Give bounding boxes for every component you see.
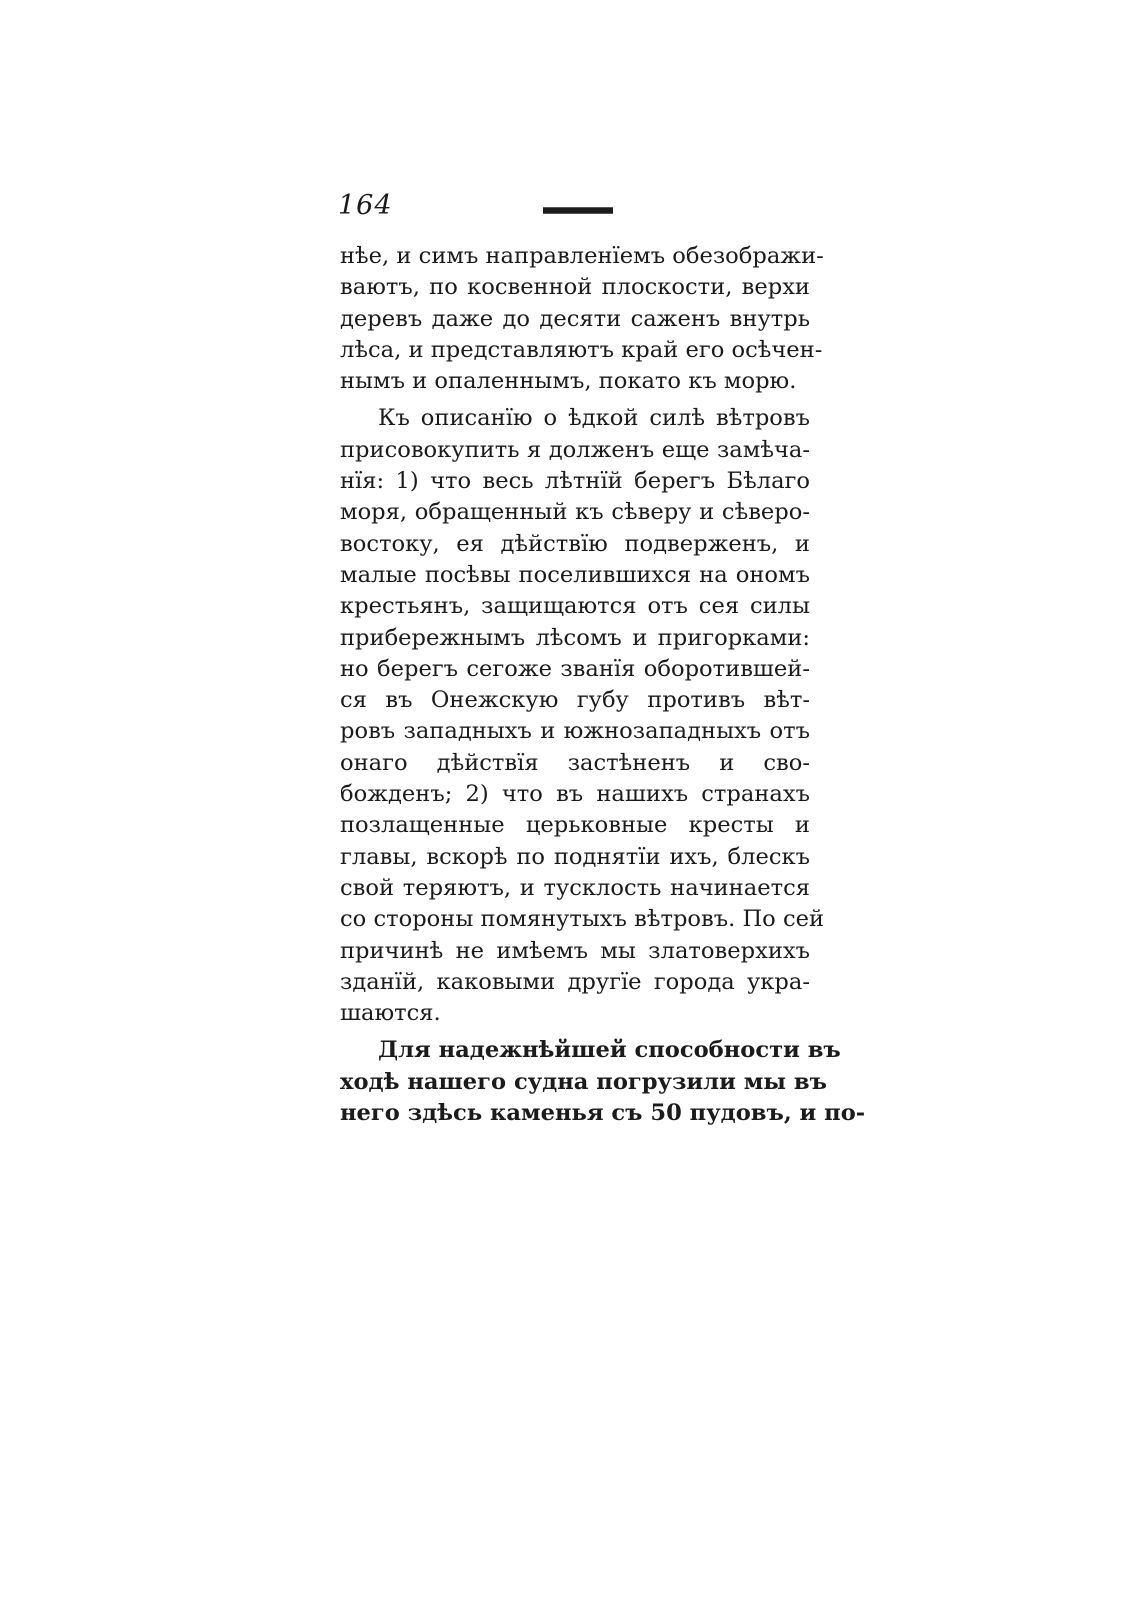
text-line: главы, вскорѣ по поднятїи ихъ, блескъ — [340, 843, 810, 870]
text-line: него здѣсь каменья съ 50 пудовъ, и по- — [340, 1100, 866, 1127]
text-line: востоку, ея дѣйствїю подверженъ, и — [340, 530, 810, 557]
text-line: малые посѣвы поселившихся на ономъ — [340, 561, 810, 588]
text-line: ходѣ нашего судна погрузили мы въ — [340, 1068, 827, 1095]
text-line: божденъ; 2) что въ нашихъ странахъ — [340, 781, 810, 808]
text-line: крестьянъ, защищаются отъ сея силы — [340, 593, 810, 620]
text-line: моря, обращенный къ сѣверу и сѣверо- — [340, 499, 810, 526]
text-line: онаго дѣйствїя застѣненъ и сво- — [340, 749, 810, 776]
text-line: нїя: 1) что весь лѣтнїй берегъ Бѣлаго — [340, 468, 810, 495]
text-line: зданїй, каковыми другїе города укра- — [340, 968, 810, 995]
text-line: нѣе, и симъ направленїемъ обезображи- — [340, 243, 824, 269]
text-line: ровъ западныхъ и южнозападныхъ отъ — [340, 718, 810, 745]
text-line: причинѣ не имѣемъ мы златоверхихъ — [340, 937, 810, 964]
page-number: 164 — [338, 190, 393, 221]
text-line: позлащенные церьковные кресты и — [340, 812, 810, 839]
header-ornament-rule — [543, 207, 613, 214]
text-line: ся въ Онежскую губу противъ вѣт- — [340, 687, 810, 714]
text-line: присовокупить я долженъ еще замѣча- — [340, 436, 810, 463]
page-header — [338, 190, 808, 230]
text-line: ваютъ, по косвенной плоскости, верхи — [340, 274, 810, 301]
text-line: Для надежнѣйшей способности въ — [378, 1037, 841, 1064]
text-line: лѣса, и представляютъ край его осѣчен- — [340, 336, 823, 363]
text-line: прибережнымъ лѣсомъ и пригорками: — [340, 624, 810, 651]
text-line: деревъ даже до десяти саженъ внутрь — [340, 305, 810, 332]
text-line: шаются. — [340, 1000, 441, 1027]
text-line: со стороны помянутыхъ вѣтровъ. По сей — [340, 906, 825, 933]
text-line: но берегъ сегоже званїя оборотившей- — [340, 655, 810, 682]
text-line: нымъ и опаленнымъ, покато къ морю. — [340, 368, 797, 395]
text-line: свой теряютъ, и тусклость начинается — [340, 874, 810, 901]
body-text — [340, 241, 866, 1129]
text-line: Къ описанїю о ѣдкой силѣ вѣтровъ — [378, 405, 810, 432]
